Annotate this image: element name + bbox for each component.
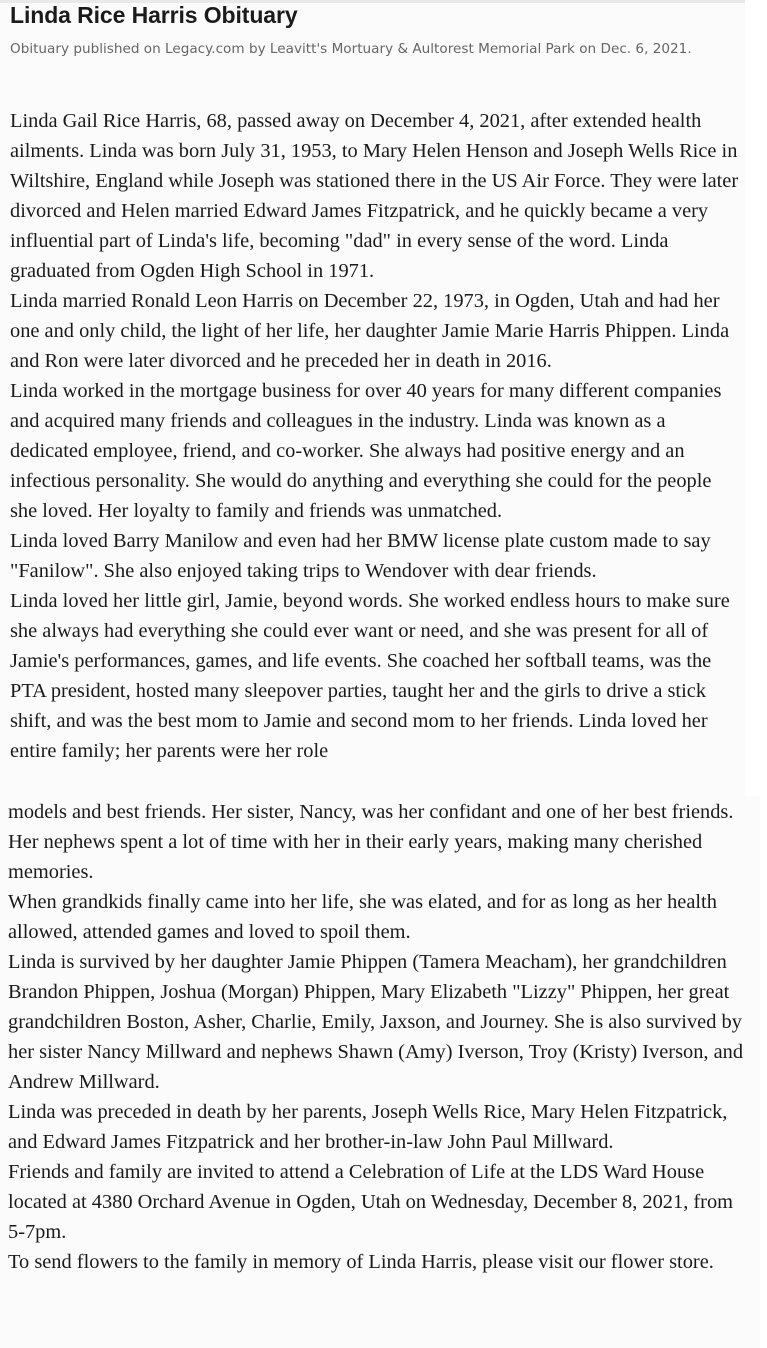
- byline: Obituary published on Legacy.com by Leavitt's Mortuary & Aultorest Memorial Park on Dec. 6, 2021.: [10, 41, 692, 57]
- paragraph: Linda married Ronald Leon Harris on December 22, 1973, in Ogden, Utah and had her one and only child, the light of her life, her daughter Jamie Marie Harris Phippen. Linda and Ron were later divorced and he preceded her in death in 2016.: [10, 290, 730, 372]
- paragraph: Linda is survived by her daughter Jamie Phippen (Tamera Meacham), her grandchildren Brandon Phippen, Joshua (Morgan) Phippen, Mary Elizabeth "Lizzy" Phippen, her great grandchildren Boston, Asher, Charlie, Emily, Jaxson, and Journey. She is also survived by her sister Nancy Millward and nephews Shawn (Amy) Iverson, Troy (Kristy) Iverson, and Andrew Millward.: [8, 951, 744, 1093]
- paragraph: Linda loved her little girl, Jamie, beyond words. She worked endless hours to make sure she always had everything she could ever want or need, and she was present for all of Jamie's performances, games, and life events. She coached her softball teams, was the PTA president, hosted many sleepover parties, taught her and the girls to drive a stick shift, and was the best mom to Jamie and second mom to her friends. Linda loved her entire family; her parents were her role: [10, 590, 730, 762]
- paragraph: Linda was preceded in death by her parents, Joseph Wells Rice, Mary Helen Fitzpatrick, and Edward James Fitzpatrick and her brother-in-law John Paul Millward.: [8, 1101, 728, 1153]
- paragraph: To send flowers to the family in memory of Linda Harris, please visit our flower store.: [8, 1251, 714, 1273]
- article-body-bottom: [8, 797, 748, 1277]
- paragraph: Friends and family are invited to attend a Celebration of Life at the LDS Ward House located at 4380 Orchard Avenue in Ogden, Utah on Wednesday, December 8, 2021, from 5-7pm.: [8, 1161, 734, 1243]
- paragraph: models and best friends. Her sister, Nancy, was her confidant and one of her best friends. Her nephews spent a lot of time with her in their early years, making many cherished memories.: [8, 801, 734, 883]
- page-title: Linda Rice Harris Obituary: [10, 2, 298, 28]
- paragraph: Linda loved Barry Manilow and even had her BMW license plate custom made to say "Fanilow". She also enjoyed taking trips to Wendover with dear friends.: [10, 530, 711, 582]
- article-header: [10, 0, 740, 60]
- paragraph: When grandkids finally came into her life, she was elated, and for as long as her health allowed, attended games and loved to spoil them.: [8, 891, 717, 943]
- paragraph: Linda worked in the mortgage business for over 40 years for many different companies and acquired many friends and colleagues in the industry. Linda was known as a dedicated employee, friend, and co-worker. She always had positive energy and an infectious personality. She would do anything and everything she could for the people she loved. Her loyalty to family and friends was unmatched.: [10, 380, 722, 522]
- paragraph: Linda Gail Rice Harris, 68, passed away on December 4, 2021, after extended health ailments. Linda was born July 31, 1953, to Mary Helen Henson and Joseph Wells Rice in Wiltshire, England while Joseph was stationed there in the US Air Force. They were later divorced and Helen married Edward James Fitzpatrick, and he quickly became a very influential part of Linda's life, becoming "dad" in every sense of the word. Linda graduated from Ogden High School in 1971.: [10, 110, 739, 282]
- article-body-top: [10, 106, 740, 766]
